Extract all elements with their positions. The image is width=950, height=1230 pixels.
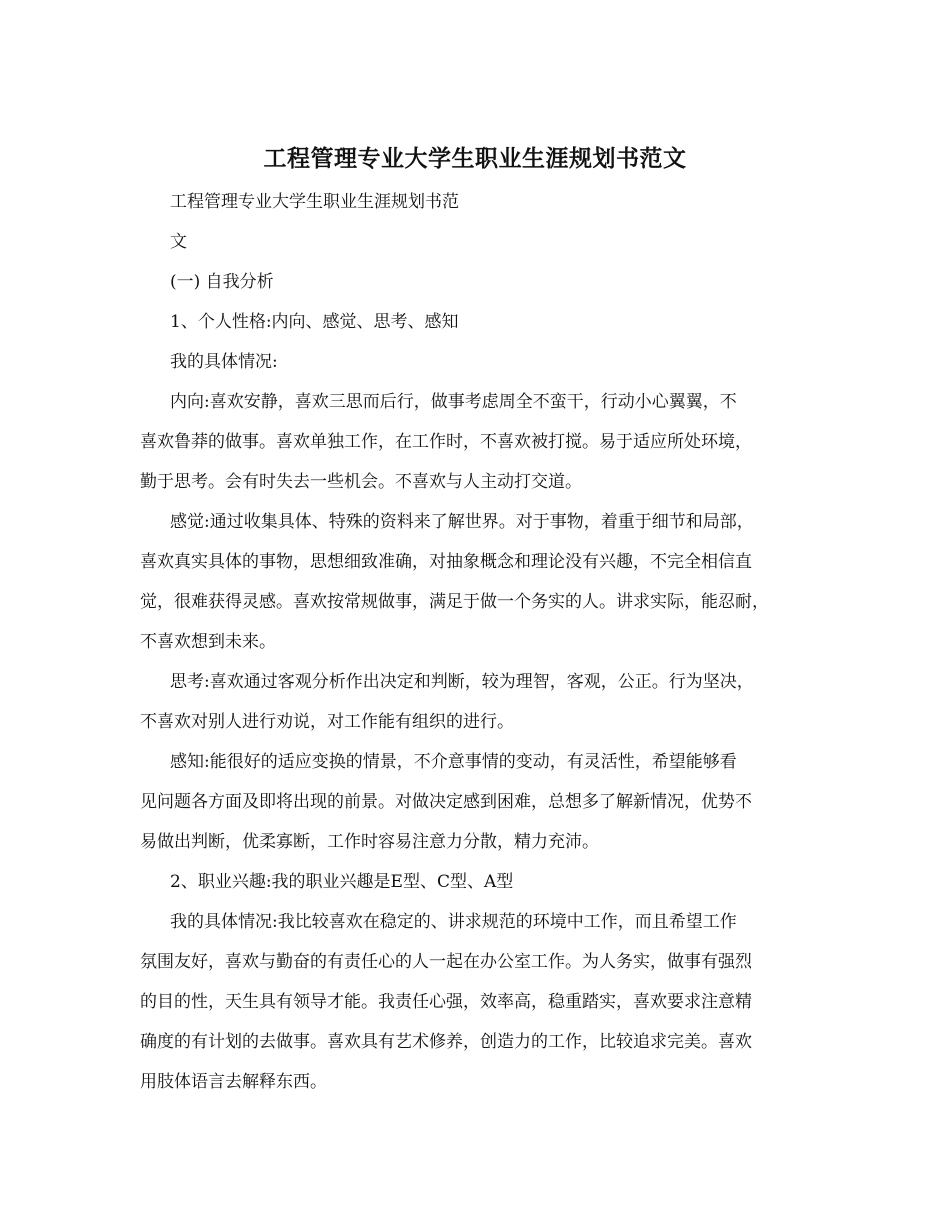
paragraph-line: 文 — [170, 232, 187, 252]
paragraph-line: 工程管理专业大学生职业生涯规划书范 — [170, 192, 459, 212]
subsection-heading: 1、个人性格:内向、感觉、思考、感知 — [170, 312, 459, 332]
paragraph-line: 我的具体情况:我比较喜欢在稳定的、讲求规范的环境中工作，而且希望工作 — [170, 912, 737, 932]
paragraph-line: 的目的性，天生具有领导才能。我责任心强，效率高，稳重踏实，喜欢要求注意精 — [140, 992, 752, 1012]
paragraph-line: 内向:喜欢安静，喜欢三思而后行，做事考虑周全不蛮干，行动小心翼翼，不 — [170, 392, 737, 412]
paragraph-line: 感知:能很好的适应变换的情景，不介意事情的变动，有灵活性，希望能够看 — [170, 752, 737, 772]
section-heading: (一) 自我分析 — [170, 272, 274, 292]
paragraph-line: 不喜欢对别人进行劝说，对工作能有组织的进行。 — [140, 712, 514, 732]
paragraph-line: 用肢体语言去解释东西。 — [140, 1072, 327, 1092]
paragraph-line: 思考:喜欢通过客观分析作出决定和判断，较为理智，客观，公正。行为坚决， — [170, 672, 754, 692]
paragraph-line: 感觉:通过收集具体、特殊的资料来了解世界。对于事物，着重于细节和局部， — [170, 512, 754, 532]
document-body — [140, 186, 830, 1098]
paragraph-line: 喜欢真实具体的事物，思想细致准确，对抽象概念和理论没有兴趣，不完全相信直 — [140, 552, 752, 572]
paragraph-line: 确度的有计划的去做事。喜欢具有艺术修养，创造力的工作，比较追求完美。喜欢 — [140, 1032, 752, 1052]
paragraph-line: 我的具体情况: — [170, 352, 278, 372]
document-title: 工程管理专业大学生职业生涯规划书范文 — [263, 145, 687, 172]
subsection-heading: 2、职业兴趣:我的职业兴趣是E型、C型、A型 — [170, 872, 514, 892]
paragraph-line: 见问题各方面及即将出现的前景。对做决定感到困难，总想多了解新情况，优势不 — [140, 792, 752, 812]
paragraph-line: 觉，很难获得灵感。喜欢按常规做事，满足于做一个务实的人。讲求实际，能忍耐， — [140, 592, 769, 612]
paragraph-line: 氛围友好，喜欢与勤奋的有责任心的人一起在办公室工作。为人务实，做事有强烈 — [140, 952, 752, 972]
paragraph-line: 勤于思考。会有时失去一些机会。不喜欢与人主动打交道。 — [140, 472, 582, 492]
paragraph-line: 喜欢鲁莽的做事。喜欢单独工作，在工作时，不喜欢被打搅。易于适应所处环境， — [140, 432, 752, 452]
paragraph-line: 易做出判断，优柔寡断，工作时容易注意力分散，精力充沛。 — [140, 832, 599, 852]
paragraph-line: 不喜欢想到未来。 — [140, 632, 276, 652]
